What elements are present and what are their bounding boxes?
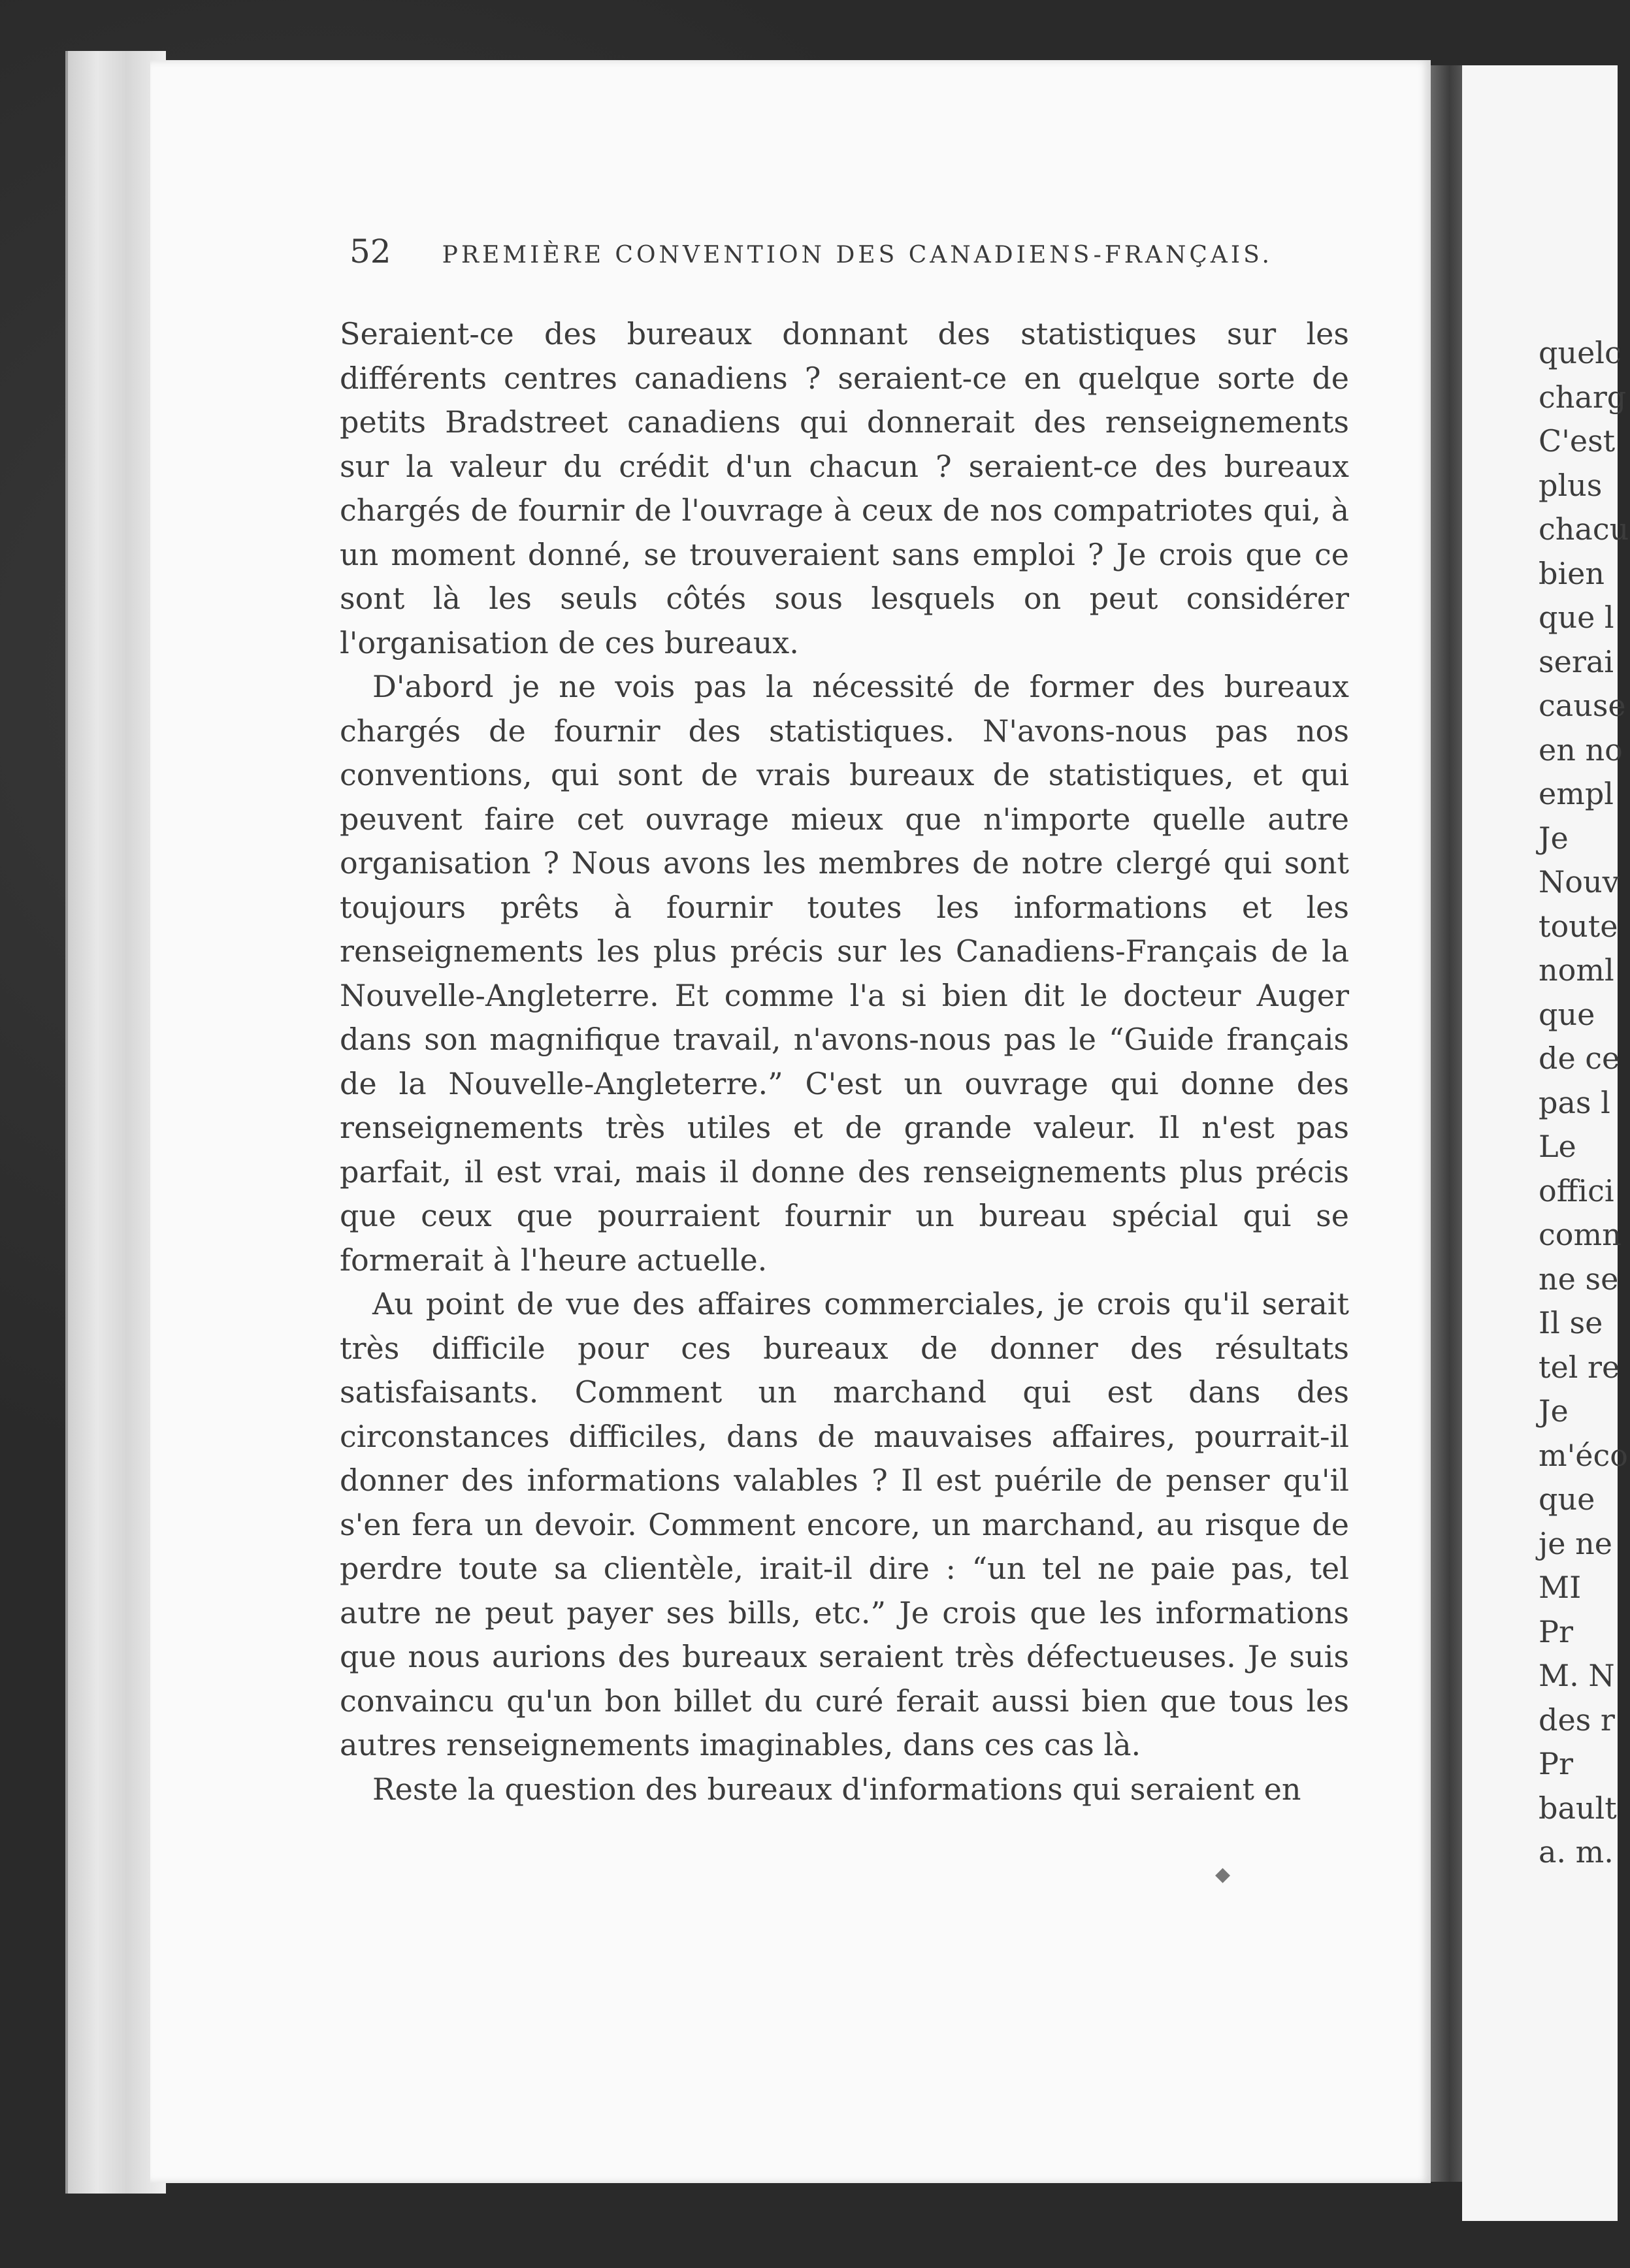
facing-page-line: Je [1539, 1393, 1569, 1429]
facing-page-line: Pr [1539, 1613, 1573, 1649]
facing-page-line: serai [1539, 643, 1614, 679]
facing-page-line: cause [1539, 688, 1626, 723]
facing-page [1462, 65, 1629, 2221]
facing-page-line: de ce [1539, 1041, 1620, 1076]
page-number: 52 [350, 233, 391, 270]
facing-page-line: chacu [1539, 511, 1629, 547]
facing-page-line: Pr [1539, 1746, 1573, 1781]
facing-page-line: m'éco [1539, 1437, 1628, 1473]
facing-page-line: que [1539, 1482, 1595, 1517]
running-title: PREMIÈRE CONVENTION DES CANADIENS-FRANÇAIS. [442, 242, 1273, 268]
facing-page-line: Le [1539, 1129, 1576, 1164]
facing-page-line: plus [1539, 467, 1603, 503]
page-speck: ◆ [1215, 1863, 1231, 1886]
facing-page-line: bien [1539, 555, 1605, 591]
facing-page-line: ne se [1539, 1261, 1619, 1297]
facing-page-line: que l [1539, 600, 1614, 635]
facing-page-line: des r [1539, 1702, 1615, 1738]
facing-page-line: noml [1539, 952, 1614, 988]
facing-page-line: que [1539, 996, 1595, 1032]
facing-page-line: empl [1539, 776, 1614, 811]
facing-page-line: quelc [1539, 335, 1622, 370]
body-text [340, 312, 1349, 1811]
paragraph-3: Au point de vue des affaires commerciales, je crois qu'il serait très difficile pour ces bureaux de donner des résultats satisfaisants. Comment un marchand qui est dans des circonstances difficiles, dans de mauvaises affaires, pourrait-il donner des informations valables ? Il est puérile de penser qu'il s'en fera un devoir. Comment encore, un marchand, au risque de perdre toute sa clientèle, irait-il dire : “un tel ne paie pas, tel autre ne peut payer ses bills, etc.” Je crois que les informations que nous aurions des bureaux seraient très défectueuses. Je suis convaincu qu'un bon billet du curé ferait aussi bien que tous les autres renseignements imaginables, dans ces cas là. [340, 1286, 1349, 1762]
facing-page-line: bault [1539, 1790, 1617, 1826]
facing-page-line: tel re [1539, 1349, 1620, 1385]
facing-page-line: charg [1539, 379, 1627, 415]
paragraph-4: Reste la question des bureaux d'informations qui seraient en [372, 1771, 1301, 1807]
facing-page-line: Nouv [1539, 864, 1620, 899]
paragraph-2: D'abord je ne vois pas la nécessité de former des bureaux chargés de fournir des statistiques. N'avons-nous pas nos conventions, qui sont de vrais bureaux de statistiques, et qui peuvent faire cet ouvrage mieux que n'importe quelle autre organisation ? Nous avons les membres de notre clergé qui sont toujours prêts à fournir toutes les informations et les renseignements les plus précis sur les Canadiens-Français de la Nouvelle-Angleterre. Et comme l'a si bien dit le docteur Auger dans son magnifique travail, n'avons-nous pas le “Guide français de la Nouvelle-Angleterre.” C'est un ouvrage qui donne des renseignements très utiles et de grande valeur. Il n'est pas parfait, il est vrai, mais il donne des renseignements plus précis que ceux que pourraient fournir un bureau spécial qui se formerait à l'heure actuelle. [340, 669, 1349, 1278]
book-gutter [1431, 65, 1462, 2182]
facing-page-line: MI [1539, 1570, 1582, 1605]
facing-page-line: offici [1539, 1173, 1614, 1208]
facing-page-line: comn [1539, 1217, 1622, 1252]
facing-page-line: Il se [1539, 1305, 1603, 1340]
facing-page-line: pas l [1539, 1084, 1610, 1120]
paragraph-1: Seraient-ce des bureaux donnant des statistiques sur les différents centres canadiens ? seraient-ce en quelque sorte de petits Bradstreet canadiens qui donnerait des renseignements sur la valeur du crédit d'un chacun ? seraient-ce des bureaux chargés de fournir de l'ouvrage à ceux de nos compatriotes qui, à un moment donné, se trouveraient sans emploi ? Je crois que ce sont là les seuls côtés sous lesquels on peut considérer l'organisation de ces bureaux. [340, 316, 1349, 660]
facing-page-text [1539, 331, 1630, 1875]
facing-page-line: M. N [1539, 1658, 1615, 1693]
facing-page-line: a. m. [1539, 1834, 1614, 1870]
page-header [350, 233, 1329, 278]
facing-page-line: Je [1539, 820, 1569, 856]
facing-page-line: je ne [1539, 1525, 1612, 1561]
facing-page-line: en no [1539, 732, 1623, 768]
facing-page-line: C'est [1539, 423, 1616, 459]
facing-page-line: toute [1539, 908, 1618, 944]
